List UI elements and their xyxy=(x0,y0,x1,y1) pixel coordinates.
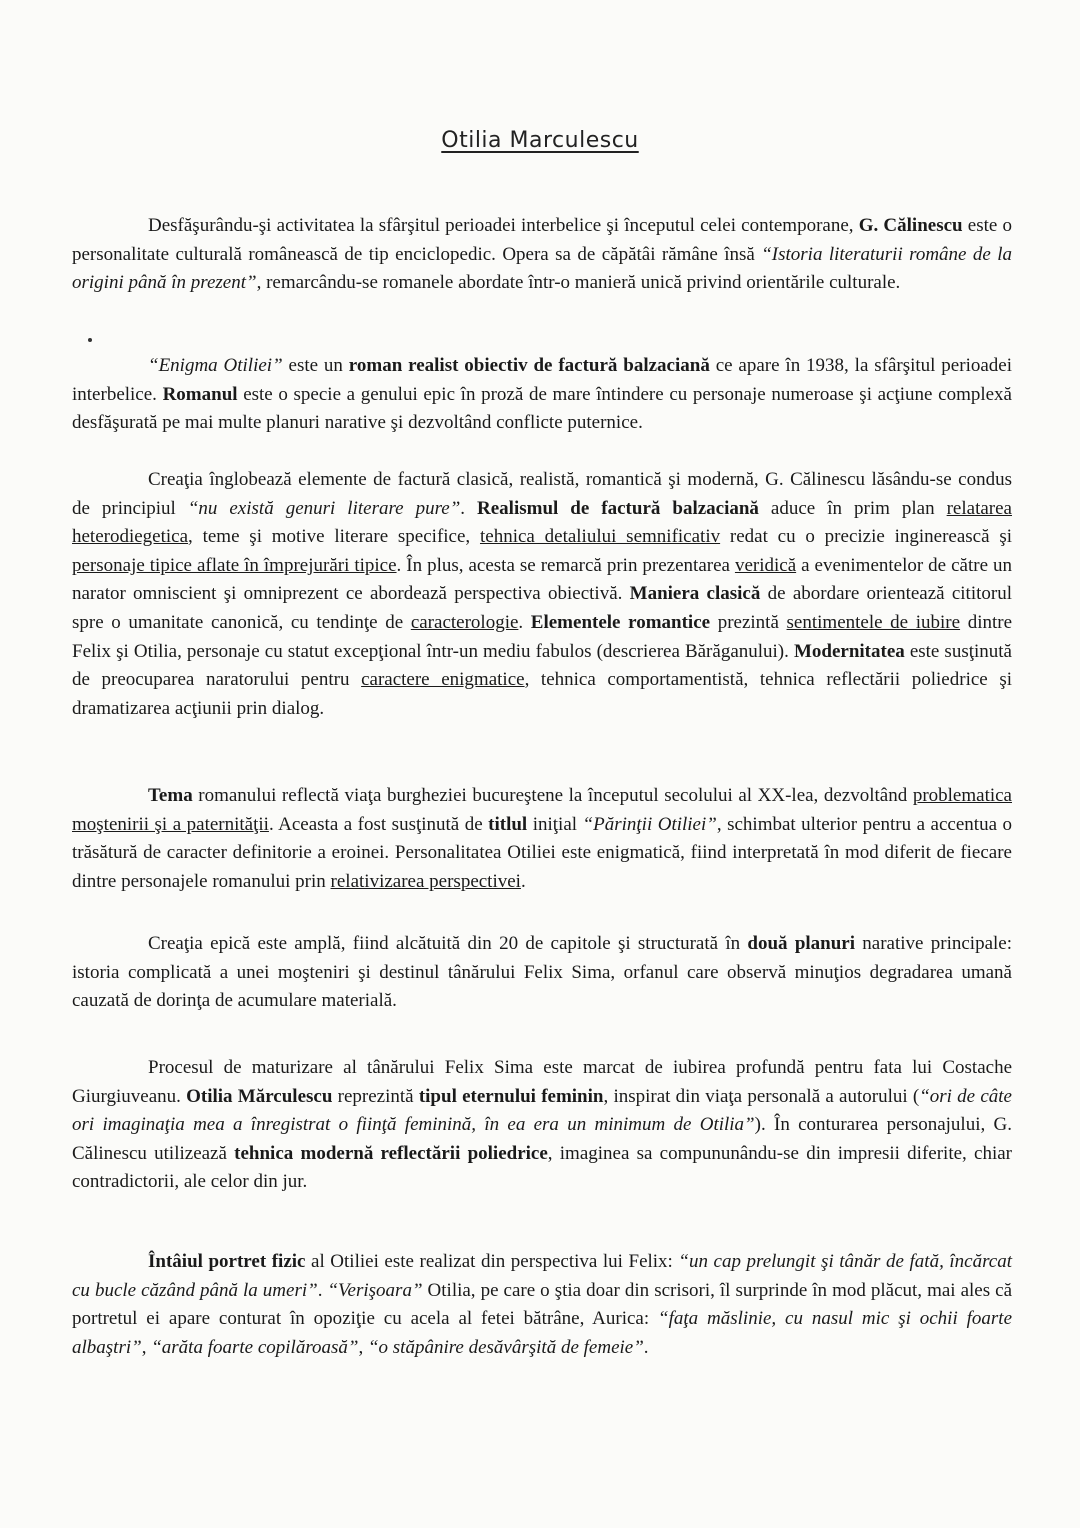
underlined-phrase: relativizarea perspectivei xyxy=(330,870,521,892)
text-run: romanului reflectă viaţa burgheziei bucureştene la începutul secolului al XX-lea, dezvoltând xyxy=(192,785,913,806)
paragraph-creation xyxy=(72,466,1012,723)
text-run: narative principale: istoria complicată a unei moşteniri şi destinul tânărului Felix Sima, orfanul care observă minuţios degradarea umană cauzată de dorinţa de acumulare materială. xyxy=(72,933,1012,1012)
paragraph-theme xyxy=(72,782,1012,896)
stray-mark xyxy=(88,338,92,342)
bold-phrase: două planuri xyxy=(747,933,856,954)
text-run: , inspirat din viaţa personală a autorului ( xyxy=(603,1085,920,1107)
bold-phrase: Modernitatea xyxy=(793,640,905,662)
bold-phrase: Tema xyxy=(148,785,193,806)
underlined-phrase: veridică xyxy=(734,554,797,576)
text-run: redat cu o precizie inginerească şi xyxy=(720,526,1013,548)
quoted-phrase: “Istoria literaturii române de la origini până în prezent” xyxy=(72,243,1012,294)
underlined-phrase: relatarea heterodiegetica xyxy=(72,497,1012,548)
text-run: . xyxy=(317,1279,328,1301)
paragraph-structure xyxy=(72,930,1012,1016)
text-run: a evenimentelor de către un narator omniscient şi omniprezent ce abordează perspectiva obiectivă. xyxy=(72,554,1012,605)
text-run: dintre Felix şi Otilia, personaje cu statut excepţional într-un mediu fabulos (descrierea Bărăganului). xyxy=(72,611,1013,662)
bold-phrase: roman realist obiectiv de factură balzaciană xyxy=(348,355,710,376)
text-run: este un xyxy=(282,355,349,376)
underlined-phrase: tehnica detaliului semnificativ xyxy=(479,526,721,548)
text-run: Procesul de maturizare al tânărului Felix Sima este marcat de iubirea profundă pentru fata lui Costache Giurgiuveanu. xyxy=(72,1057,1012,1107)
text-run: . În plus, acesta se remarcă prin prezentarea xyxy=(396,554,735,576)
quoted-phrase: “Părinţii Otiliei” xyxy=(582,813,717,835)
bold-phrase: titlul xyxy=(488,813,528,835)
text-run: aduce în prim plan xyxy=(758,497,947,519)
quoted-phrase: “faţa măslinie, cu nasul mic şi ochii foarte albaştri” xyxy=(72,1308,1012,1358)
quoted-phrase: “Verişoara” xyxy=(327,1279,423,1301)
quoted-phrase: “ori de câte ori imaginaţia mea a înregistrat o fiinţă feminină, în ea era un minimum de Otilia” xyxy=(72,1085,1012,1136)
quoted-phrase: “nu există genuri literare pure” xyxy=(187,497,461,519)
paragraph-portrait xyxy=(72,1248,1012,1362)
text-run: este o specie a genului epic în proză de mare întindere cu personaje numeroase şi acţiune complexă desfăşurată pe mai multe planuri narative şi dezvoltând conflicte puternice. xyxy=(72,383,1012,434)
text-run: este susţinută de preocuparea naratorului pentru xyxy=(72,640,1012,691)
paragraph-otilia xyxy=(72,1054,1012,1197)
text-run: de abordare orientează cititorul spre o umanitate canonică, cu tendinţe de xyxy=(72,583,1013,633)
bold-phrase: Maniera clasică xyxy=(629,583,761,605)
text-run: ). În conturarea personajului, G. Călinescu utilizează xyxy=(72,1114,1012,1164)
text-run: Creaţia înglobează elemente de factură clasică, realistă, romantică şi modernă, G. Călinescu lăsându-se condus de principiul xyxy=(72,469,1012,519)
document-title: Otilia Marculescu xyxy=(441,128,639,153)
bold-phrase: Întâiul portret fizic xyxy=(148,1251,306,1272)
bold-phrase: Realismul de factură balzaciană xyxy=(477,497,759,519)
text-run: , schimbat ulterior pentru a accentua o trăsătură de caracter definitorie a eroinei. Personalitatea Otiliei este enigmatică, fiind interpretată în mod diferit de fiecare dintre personajele romanului prin xyxy=(72,813,1012,892)
text-run: , tehnica comportamentistă, tehnica reflectării poliedrice şi dramatizarea acţiunii prin dialog. xyxy=(72,669,1012,719)
text-run: reprezintă xyxy=(332,1085,419,1107)
text-run: , imaginea sa compununându-se din impresii diferite, chiar contradictorii, ale celor din jur. xyxy=(72,1142,1012,1193)
bold-phrase: G. Călinescu xyxy=(858,215,963,236)
text-run: prezintă xyxy=(710,611,787,633)
paragraph-novel-type xyxy=(72,352,1012,438)
text-run: este o personalitate culturală românească de tip enciclopedic. Opera sa de căpătâi rămâne însă xyxy=(72,215,1013,265)
text-run: . xyxy=(518,611,531,633)
text-run: , xyxy=(358,1336,368,1358)
text-run: iniţial xyxy=(527,813,583,835)
bold-phrase: Romanul xyxy=(162,383,238,405)
underlined-phrase: caracterologie xyxy=(410,611,519,633)
text-run: Creaţia epică este amplă, fiind alcătuită din 20 de capitole şi structurată în xyxy=(148,933,748,954)
text-run: . xyxy=(460,497,478,519)
quoted-phrase: “o stăpânire desăvârşită de femeie” xyxy=(367,1336,644,1358)
quoted-phrase: “un cap prelungit şi tânăr de fată, încărcat cu bucle căzând până la umeri” xyxy=(72,1251,1012,1301)
text-run: Desfăşurându-şi activitatea la sfârşitul perioadei interbelice şi începutul celei contemporane, xyxy=(148,215,859,236)
bold-phrase: tipul eternului feminin xyxy=(418,1085,604,1107)
text-run: , teme şi motive literare specifice, xyxy=(188,526,480,548)
underlined-phrase: caractere enigmatice xyxy=(361,669,525,691)
text-run: . xyxy=(643,1336,649,1358)
text-run: . xyxy=(520,870,526,892)
bold-phrase: Elementele romantice xyxy=(530,611,711,633)
quoted-phrase: “arăta foarte copilăroasă” xyxy=(151,1336,359,1358)
underlined-phrase: problematica moştenirii şi a paternităţii xyxy=(72,785,1012,835)
text-run: al Otiliei este realizat din perspectiva lui Felix: xyxy=(305,1251,679,1272)
underlined-phrase: personaje tipice aflate în împrejurări tipice xyxy=(72,554,397,576)
text-run: ce apare în 1938, la sfârşitul perioadei interbelice. xyxy=(72,355,1012,405)
bold-phrase: Otilia Mărculescu xyxy=(186,1085,333,1107)
quoted-phrase: “Enigma Otiliei” xyxy=(148,355,283,376)
text-run: , xyxy=(141,1336,152,1358)
paragraph-intro xyxy=(72,212,1012,298)
text-run: , remarcându-se romanele abordate într-o manieră unică privind orientările culturale. xyxy=(256,272,901,294)
text-run: . Aceasta a fost susţinută de xyxy=(268,813,489,835)
underlined-phrase: sentimentele de iubire xyxy=(786,611,961,633)
bold-phrase: tehnica modernă reflectării poliedrice xyxy=(234,1142,548,1164)
text-run: Otilia, pe care o ştia doar din scrisori, îl surprinde în mod plăcut, mai ales că portretul ei apare conturat în opoziţie cu acela al fetei bătrâne, Aurica: xyxy=(72,1279,1013,1330)
